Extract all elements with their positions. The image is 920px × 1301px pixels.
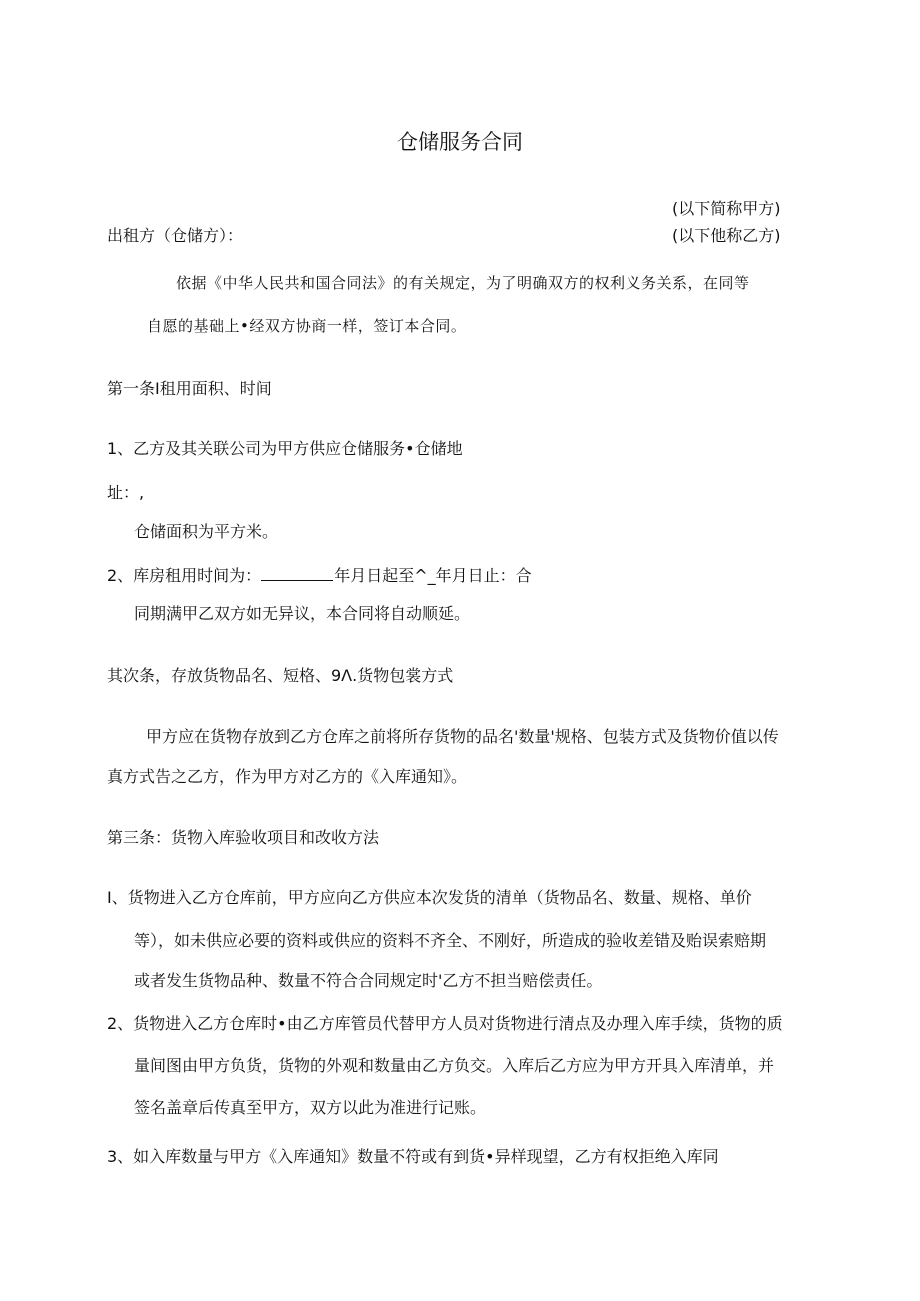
article-1-item-1-line-2: 址：, xyxy=(107,483,145,502)
article-1-item-2-line-2: 同期满甲乙双方如无异议，本合同将自动顺延。 xyxy=(134,604,471,623)
lessor-label: 出租方（仓储方）： xyxy=(107,226,244,245)
article-3-item-1-line-1: I、货物进入乙方仓库前，甲方应向乙方供应本次发货的清单（货物品名、数量、规格、单价 xyxy=(107,888,752,907)
party-b-suffix: (以下他称乙方) xyxy=(672,226,781,245)
article-3-heading: 第三条：货物入库验收项目和改收方法 xyxy=(107,828,380,847)
article-1-heading: 第一条I租用面积、时间 xyxy=(107,379,272,398)
article-3-item-1-line-2: 等），如未供应必要的资料或供应的资料不齐全、不刚好，所造成的验收差错及贻误索赔期 xyxy=(134,931,767,950)
preamble-line-2: 自愿的基础上•经双方协商一样，签订本合同。 xyxy=(147,317,467,335)
article-3-item-3-line-1: 3、如入库数量与甲方《入库通知》数量不符或有到货•异样现望，乙方有权拒绝入库同 xyxy=(107,1147,719,1166)
article-2-para-line-1: 甲方应在货物存放到乙方仓库之前将所存货物的品名'数量'规格、包装方式及货物价值以传 xyxy=(146,727,779,746)
article-1-item-1-line-3: 仓储面积为平方米。 xyxy=(134,522,279,541)
article-2-heading: 其次条，存放货物品名、短格、9Λ.货物包裳方式 xyxy=(107,666,454,685)
party-a-suffix: (以下简称甲方) xyxy=(672,199,781,218)
article-3-item-1-line-3: 或者发生货物品种、数量不符合合同规定时'乙方不担当赔偿责任。 xyxy=(134,971,603,990)
rental-period-prefix: 2、库房租用时间为： xyxy=(107,566,262,585)
article-2-para-line-2: 真方式告之乙方，作为甲方对乙方的《入库通知》。 xyxy=(107,767,468,786)
rental-period-suffix: 年月日起至^_年月日止：合 xyxy=(334,566,532,585)
article-3-item-2-line-2: 量间图由甲方负货，货物的外观和数量由乙方负交。入库后乙方应为甲方开具入库清单，并 xyxy=(134,1056,775,1075)
article-3-item-2-line-3: 签名盖章后传真至甲方，双方以此为准进行记账。 xyxy=(134,1098,487,1117)
article-1-item-1-line-1: 1、乙方及其关联公司为甲方供应仓储服务•仓储地 xyxy=(107,439,463,458)
article-3-item-2-line-1: 2、货物进入乙方仓库时•由乙方库管员代替甲方人员对货物进行清点及办理入库手续，货物的质 xyxy=(107,1014,783,1033)
article-1-item-2-line-1 xyxy=(107,564,532,587)
preamble-line-1: 依据《中华人民共和国合同法》的有关规定，为了明确双方的权利义务关系，在同等 xyxy=(176,274,750,292)
rental-start-blank xyxy=(261,564,333,581)
contract-title: 仓储服务合同 xyxy=(397,130,523,154)
